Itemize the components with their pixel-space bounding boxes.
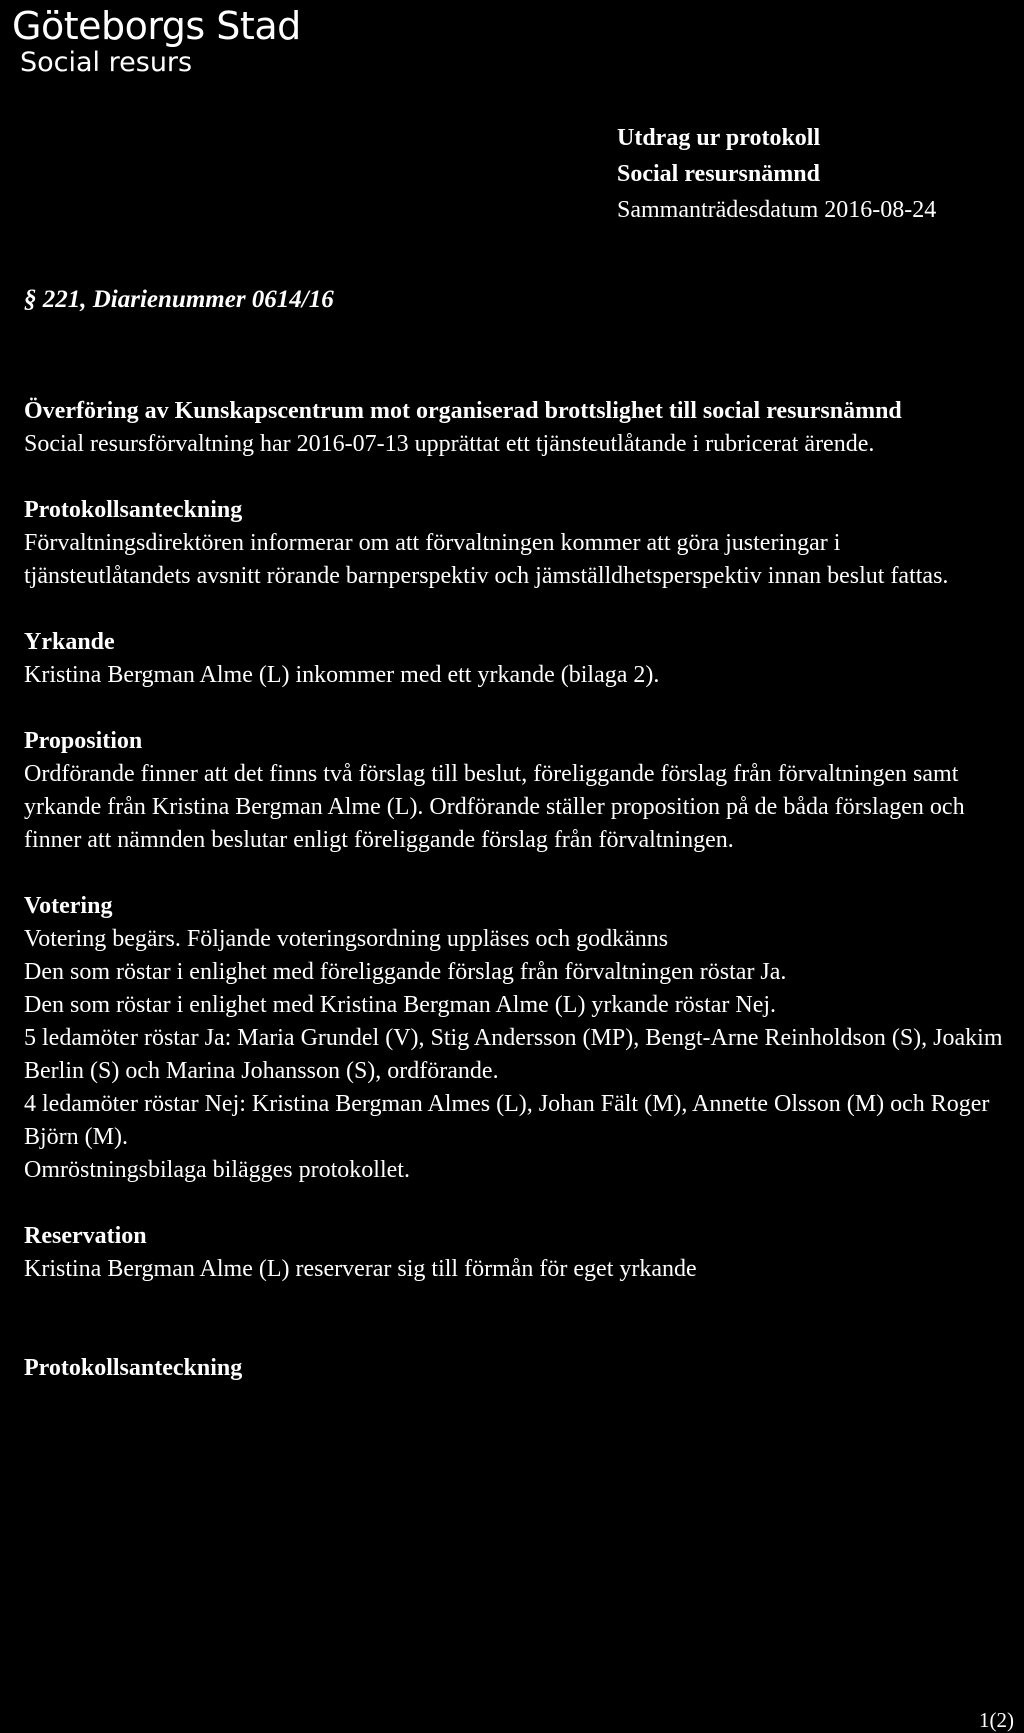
votering-result-nej: 4 ledamöter röstar Nej: Kristina Bergman Almes (L), Johan Fält (M), Annette Olsson (M) och Roger Björn (M).	[24, 1091, 990, 1150]
document-title: Överföring av Kunskapscentrum mot organiserad brottslighet till social resursnämnd	[24, 398, 902, 424]
section-heading: Reservation	[24, 1223, 147, 1249]
section-heading: Protokollsanteckning	[24, 497, 243, 523]
section-yrkande	[24, 626, 1009, 692]
section-heading: Protokollsanteckning	[24, 1355, 243, 1381]
logo-city: Göteborgs Stad	[12, 4, 301, 48]
section-text: Kristina Bergman Alme (L) reserverar sig till förmån för eget yrkande	[24, 1256, 697, 1282]
section-text: Ordförande finner att det finns två förslag till beslut, föreliggande förslag från förvaltningen samt yrkande från Kristina Bergman Alme (L). Ordförande ställer proposition på de båda förslagen och finner att nämnden beslutar enligt föreliggande förslag från förvaltningen.	[24, 761, 965, 853]
doc-type: Utdrag ur protokoll	[617, 125, 821, 151]
section-heading: Yrkande	[24, 629, 115, 655]
meeting-date: Sammanträdesdatum 2016-08-24	[617, 197, 937, 223]
votering-result-ja: 5 ledamöter röstar Ja: Maria Grundel (V), Stig Andersson (MP), Bengt-Arne Reinholdson (S), Joakim Berlin (S) och Marina Johansson (S), ordförande.	[24, 1025, 1003, 1084]
votering-order-nej: Den som röstar i enlighet med Kristina Bergman Alme (L) yrkande röstar Nej.	[24, 992, 777, 1018]
paragraph-reference: § 221, Diarienummer 0614/16	[24, 286, 334, 313]
votering-text: Votering begärs. Följande voteringsordning uppläses och godkänns	[24, 926, 669, 952]
section-heading: Votering	[24, 893, 113, 919]
title-section	[24, 395, 1009, 461]
page-number: 1(2)	[979, 1708, 1014, 1732]
section-protokollsanteckning-1	[24, 494, 1009, 593]
logo	[12, 4, 301, 78]
section-text: Förvaltningsdirektören informerar om att förvaltningen kommer att göra justeringar i tjänsteutlåtandets avsnitt rörande barnperspektiv och jämställdhetsperspektiv innan beslut fattas.	[24, 530, 949, 589]
document-body	[24, 395, 1009, 1385]
document-header	[617, 120, 936, 228]
section-protokollsanteckning-2	[24, 1352, 1009, 1385]
intro-text: Social resursförvaltning har 2016-07-13 upprättat ett tjänsteutlåtande i rubricerat ärende.	[24, 431, 875, 457]
section-proposition	[24, 725, 1009, 857]
logo-unit: Social resurs	[20, 47, 193, 78]
committee-name: Social resursnämnd	[617, 161, 820, 187]
section-heading: Proposition	[24, 728, 143, 754]
votering-attachment: Omröstningsbilaga bilägges protokollet.	[24, 1157, 410, 1183]
votering-order-ja: Den som röstar i enlighet med föreliggande förslag från förvaltningen röstar Ja.	[24, 959, 787, 985]
section-reservation	[24, 1220, 1009, 1286]
section-text: Kristina Bergman Alme (L) inkommer med ett yrkande (bilaga 2).	[24, 662, 660, 688]
section-votering	[24, 890, 1009, 1187]
